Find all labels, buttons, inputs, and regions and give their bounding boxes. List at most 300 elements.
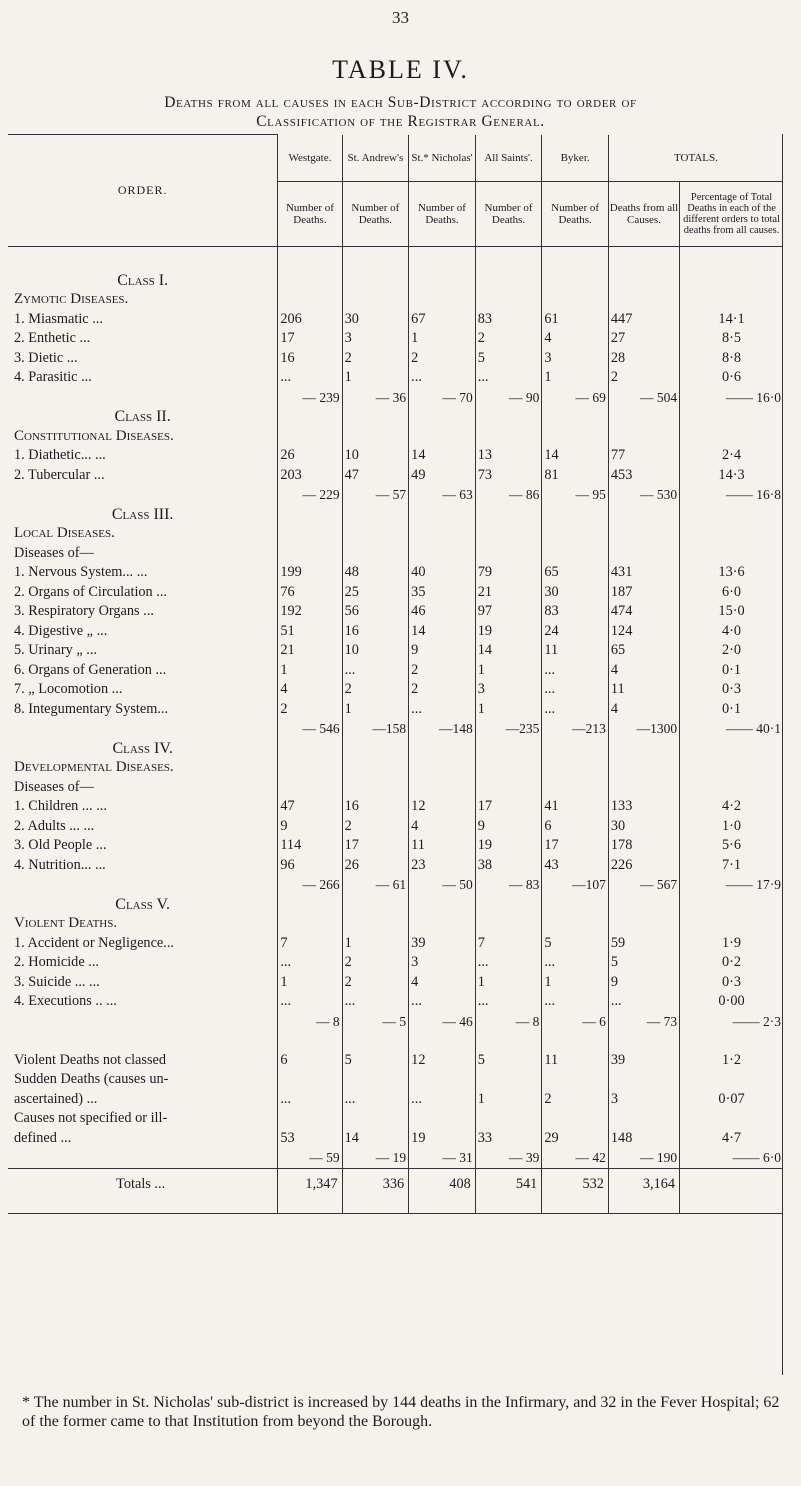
count-cell: 39	[608, 1051, 679, 1071]
row-label: 2. Organs of Circulation ...	[14, 583, 168, 600]
count-cell: ...	[278, 953, 342, 973]
count-cell: 41	[542, 797, 609, 817]
percentage-cell: 0·3	[680, 973, 783, 993]
count-cell: ...	[542, 953, 609, 973]
count-cell: 12	[409, 1051, 476, 1071]
count-cell: ...	[542, 661, 609, 681]
subtotal-cell: — 546	[278, 719, 342, 739]
subtotal-cell: — 86	[475, 485, 542, 505]
count-cell: 17	[475, 797, 542, 817]
empty-cell	[278, 1031, 342, 1051]
empty-cell	[278, 524, 342, 544]
subtotal-cell: —148	[409, 719, 476, 739]
count-cell: 2	[409, 349, 476, 369]
count-cell: 2	[342, 680, 409, 700]
count-cell: 148	[608, 1129, 679, 1149]
header-deaths-all-causes: Deaths from all Causes.	[608, 181, 679, 246]
subtotal-cell: — 95	[542, 485, 609, 505]
count-cell: 187	[608, 583, 679, 603]
empty-cell	[409, 407, 476, 427]
empty-cell	[542, 914, 609, 934]
empty-cell	[278, 1199, 342, 1214]
subtotal-cell: —1300	[608, 719, 679, 739]
total-cell	[680, 1168, 783, 1199]
count-cell: 33	[475, 1129, 542, 1149]
row-label: 3. Old People ...	[14, 837, 107, 853]
empty-cell	[608, 914, 679, 934]
count-cell	[608, 1070, 679, 1090]
empty-cell	[409, 1199, 476, 1214]
count-cell: ...	[542, 700, 609, 720]
row-label: ascertained) ...	[14, 1090, 98, 1107]
table-row	[8, 1090, 783, 1110]
table-row	[8, 1109, 783, 1129]
empty-cell	[542, 524, 609, 544]
count-cell: 192	[278, 602, 342, 622]
row-label: defined ...	[14, 1129, 72, 1146]
percentage-cell: 1·9	[680, 934, 783, 954]
count-cell: 2	[409, 661, 476, 681]
count-cell: 474	[608, 602, 679, 622]
spacer-cell	[342, 246, 409, 271]
count-cell: 19	[409, 1129, 476, 1149]
empty-cell	[278, 505, 342, 525]
class-title: Class V.	[115, 895, 171, 913]
empty-cell	[475, 778, 542, 798]
percentage-cell: 4·0	[680, 622, 783, 642]
subtotal-row	[8, 485, 783, 505]
count-cell: 29	[542, 1129, 609, 1149]
empty-cell	[475, 739, 542, 759]
class-subtitle: Zymotic Diseases.	[14, 291, 129, 307]
empty-cell	[680, 427, 783, 447]
class-title: Class IV.	[112, 739, 173, 757]
total-cell: 336	[342, 1168, 409, 1199]
row-label: 4. Executions .. ...	[14, 993, 117, 1009]
row-label: 1. Nervous System... ...	[14, 564, 148, 580]
empty-cell	[475, 895, 542, 915]
empty-cell	[542, 758, 609, 778]
count-cell: 17	[342, 836, 409, 856]
empty-cell	[8, 1012, 278, 1032]
percentage-cell: 14·3	[680, 466, 783, 486]
subtotal-row	[8, 1148, 783, 1168]
empty-cell	[409, 895, 476, 915]
count-cell: 10	[342, 641, 409, 661]
percentage-cell: 14·1	[680, 310, 783, 330]
subtotal-cell: — 61	[342, 875, 409, 895]
row-label: 4. Digestive „ ...	[14, 622, 108, 639]
count-cell: 59	[608, 934, 679, 954]
count-cell: 21	[278, 641, 342, 661]
subtotal-cell: —— 16·0	[680, 388, 783, 408]
percentage-cell: 7·1	[680, 856, 783, 876]
percentage-cell: 2·0	[680, 641, 783, 661]
total-cell: 3,164	[608, 1168, 679, 1199]
count-cell	[342, 1070, 409, 1090]
empty-cell	[409, 544, 476, 564]
table-title: TABLE IV.	[332, 55, 469, 84]
count-cell: 2	[342, 349, 409, 369]
row-label: Violent Deaths not classed	[14, 1051, 167, 1068]
total-cell: 408	[409, 1168, 476, 1199]
row-label: 1. Miasmatic ...	[14, 310, 103, 327]
count-cell: 1	[278, 973, 342, 993]
percentage-cell: 6·0	[680, 583, 783, 603]
count-cell: 65	[542, 563, 609, 583]
count-cell: 4	[608, 700, 679, 720]
subtotal-cell: —213	[542, 719, 609, 739]
count-cell: 5	[342, 1051, 409, 1071]
row-label: 3. Respiratory Organs ...	[14, 603, 154, 619]
count-cell: 16	[342, 797, 409, 817]
count-cell: 46	[409, 602, 476, 622]
count-cell: 1	[475, 661, 542, 681]
subtotal-row	[8, 875, 783, 895]
class-intro: Diseases of—	[14, 544, 94, 561]
table-row	[8, 1051, 783, 1071]
empty-cell	[342, 778, 409, 798]
empty-cell	[342, 914, 409, 934]
count-cell: ...	[542, 680, 609, 700]
count-cell: 3	[409, 953, 476, 973]
count-cell	[608, 1109, 679, 1129]
empty-cell	[608, 290, 679, 310]
empty-cell	[475, 524, 542, 544]
percentage-cell: 8·8	[680, 349, 783, 369]
count-cell: 9	[608, 973, 679, 993]
count-cell: 5	[608, 953, 679, 973]
count-cell	[475, 1070, 542, 1090]
empty-cell	[342, 407, 409, 427]
count-cell: 1	[475, 973, 542, 993]
count-cell: 2	[542, 1090, 609, 1110]
count-cell: 11	[542, 641, 609, 661]
subtotal-cell: —158	[342, 719, 409, 739]
count-cell: ...	[409, 1090, 476, 1110]
count-cell: 53	[278, 1129, 342, 1149]
empty-cell	[680, 271, 783, 291]
empty-cell	[680, 778, 783, 798]
table-bottom	[8, 1199, 783, 1214]
empty-cell	[342, 1031, 409, 1051]
row-label: 1. Children ... ...	[14, 798, 107, 814]
subtotal-cell: — 8	[278, 1012, 342, 1032]
count-cell: 9	[278, 817, 342, 837]
count-cell: ...	[278, 992, 342, 1012]
empty-cell	[409, 524, 476, 544]
class-subtitle: Developmental Diseases.	[14, 759, 174, 775]
count-cell: ...	[278, 1090, 342, 1110]
count-cell: ...	[342, 661, 409, 681]
count-cell: 431	[608, 563, 679, 583]
total-cell: 532	[542, 1168, 609, 1199]
subtotal-row	[8, 1012, 783, 1032]
empty-cell	[680, 739, 783, 759]
count-cell: 1	[409, 329, 476, 349]
count-cell: 4	[542, 329, 609, 349]
count-cell: 47	[278, 797, 342, 817]
table-row	[8, 310, 783, 330]
subtotal-cell: —— 16·8	[680, 485, 783, 505]
count-cell: 12	[409, 797, 476, 817]
count-cell: 14	[475, 641, 542, 661]
header-district-byker: Byker.	[542, 135, 609, 182]
empty-cell	[680, 290, 783, 310]
count-cell	[278, 1070, 342, 1090]
count-cell: 206	[278, 310, 342, 330]
count-cell: 65	[608, 641, 679, 661]
spacer-cell	[409, 246, 476, 271]
empty-cell	[475, 758, 542, 778]
count-cell: 124	[608, 622, 679, 642]
empty-cell	[342, 524, 409, 544]
header-order: ORDER.	[8, 135, 278, 247]
table-row	[8, 368, 783, 388]
empty-cell	[278, 739, 342, 759]
empty-cell	[680, 1199, 783, 1214]
empty-cell	[608, 1199, 679, 1214]
empty-cell	[608, 895, 679, 915]
count-cell: ...	[475, 368, 542, 388]
count-cell: 4	[608, 661, 679, 681]
subtotal-cell: —— 6·0	[680, 1148, 783, 1168]
empty-cell	[342, 505, 409, 525]
empty-cell	[409, 739, 476, 759]
count-cell: 30	[342, 310, 409, 330]
empty-cell	[278, 427, 342, 447]
count-cell: ...	[342, 1090, 409, 1110]
empty-cell	[475, 914, 542, 934]
count-cell: 17	[278, 329, 342, 349]
empty-cell	[608, 1031, 679, 1051]
count-cell: 3	[475, 680, 542, 700]
count-cell: 28	[608, 349, 679, 369]
table-row	[8, 641, 783, 661]
count-cell: 1	[475, 700, 542, 720]
subtotal-cell: — 266	[278, 875, 342, 895]
row-label: 4. Parasitic ...	[14, 369, 92, 385]
count-cell: 40	[409, 563, 476, 583]
empty-cell	[680, 758, 783, 778]
count-cell: 30	[542, 583, 609, 603]
empty-cell	[608, 271, 679, 291]
empty-cell	[8, 875, 278, 895]
count-cell: 5	[475, 1051, 542, 1071]
count-cell: 2	[342, 973, 409, 993]
count-cell: 16	[342, 622, 409, 642]
empty-cell	[680, 505, 783, 525]
count-cell: 43	[542, 856, 609, 876]
count-cell: 4	[409, 817, 476, 837]
count-cell: ...	[475, 953, 542, 973]
empty-cell	[542, 271, 609, 291]
class-title-row	[8, 739, 783, 759]
table-row	[8, 992, 783, 1012]
blank	[8, 1031, 278, 1051]
count-cell: 83	[475, 310, 542, 330]
class-intro-row	[8, 778, 783, 798]
empty-cell	[409, 758, 476, 778]
empty-cell	[278, 778, 342, 798]
count-cell: 19	[475, 622, 542, 642]
subtotal-row	[8, 719, 783, 739]
class-subtitle: Violent Deaths.	[14, 915, 118, 931]
spacer-cell	[608, 246, 679, 271]
table-right-border	[782, 134, 783, 1375]
header-number-of-deaths: Number of Deaths.	[278, 181, 342, 246]
page-number: 33	[392, 8, 409, 27]
empty-cell	[542, 778, 609, 798]
class-title-row	[8, 505, 783, 525]
class-title: Class III.	[111, 505, 174, 523]
empty-cell	[278, 895, 342, 915]
subtotal-cell: —— 2·3	[680, 1012, 783, 1032]
empty-cell	[8, 1199, 278, 1214]
empty-cell	[542, 1031, 609, 1051]
header-district-westgate: Westgate.	[278, 135, 342, 182]
table-header-end	[8, 246, 783, 271]
count-cell: 1	[342, 368, 409, 388]
percentage-cell: 5·6	[680, 836, 783, 856]
count-cell: 96	[278, 856, 342, 876]
empty-cell	[475, 1199, 542, 1214]
empty-cell	[475, 427, 542, 447]
subtotal-cell: — 42	[542, 1148, 609, 1168]
count-cell: 26	[278, 446, 342, 466]
empty-cell	[342, 1199, 409, 1214]
empty-cell	[278, 407, 342, 427]
count-cell: ...	[475, 992, 542, 1012]
footnote: * The number in St. Nicholas' sub-district is increased by 144 deaths in the Infirmary, and 32 in the Fever Hospital; 62 of the former came to that Institution from beyond the Borough.	[22, 1394, 780, 1430]
subtotal-cell: — 19	[342, 1148, 409, 1168]
subtotal-cell: — 504	[608, 388, 679, 408]
spacer-cell	[8, 246, 278, 271]
count-cell: 6	[542, 817, 609, 837]
empty-cell	[680, 524, 783, 544]
percentage-cell: 0·1	[680, 700, 783, 720]
header-district-st-nicholas: St.* Nicholas'	[409, 135, 476, 182]
count-cell: 4	[278, 680, 342, 700]
empty-cell	[8, 485, 278, 505]
spacer-cell	[680, 246, 783, 271]
count-cell: 39	[409, 934, 476, 954]
count-cell: 199	[278, 563, 342, 583]
percentage-cell	[680, 1070, 783, 1090]
count-cell: 67	[409, 310, 476, 330]
count-cell: 13	[475, 446, 542, 466]
count-cell: 56	[342, 602, 409, 622]
count-cell: 1	[342, 700, 409, 720]
row-label: Causes not specified or ill-	[14, 1110, 168, 1126]
count-cell: 1	[342, 934, 409, 954]
table-row	[8, 973, 783, 993]
percentage-cell: 15·0	[680, 602, 783, 622]
empty-cell	[409, 271, 476, 291]
count-cell: ...	[542, 992, 609, 1012]
empty-cell	[8, 388, 278, 408]
count-cell: 3	[342, 329, 409, 349]
class-subtitle-row	[8, 427, 783, 447]
count-cell: 30	[608, 817, 679, 837]
percentage-cell: 13·6	[680, 563, 783, 583]
row-label: 8. Integumentary System...	[14, 700, 169, 717]
count-cell: 25	[342, 583, 409, 603]
empty-cell	[680, 544, 783, 564]
count-cell: 453	[608, 466, 679, 486]
count-cell: 49	[409, 466, 476, 486]
count-cell: ...	[409, 368, 476, 388]
table-row	[8, 934, 783, 954]
header-number-of-deaths: Number of Deaths.	[409, 181, 476, 246]
count-cell: 11	[542, 1051, 609, 1071]
count-cell: 133	[608, 797, 679, 817]
count-cell: 2	[342, 953, 409, 973]
empty-cell	[409, 505, 476, 525]
table-subtitle	[0, 93, 801, 131]
subtotal-cell: — 39	[475, 1148, 542, 1168]
percentage-cell: 0·3	[680, 680, 783, 700]
count-cell: 203	[278, 466, 342, 486]
header-number-of-deaths: Number of Deaths.	[475, 181, 542, 246]
blank-row	[8, 1031, 783, 1051]
subtotal-cell: — 50	[409, 875, 476, 895]
count-cell	[342, 1109, 409, 1129]
row-label: 2. Tubercular ...	[14, 466, 105, 483]
count-cell: 24	[542, 622, 609, 642]
count-cell: 16	[278, 349, 342, 369]
count-cell: 47	[342, 466, 409, 486]
table-row	[8, 1129, 783, 1149]
empty-cell	[409, 1031, 476, 1051]
count-cell: 38	[475, 856, 542, 876]
count-cell: 26	[342, 856, 409, 876]
totals-row	[8, 1168, 783, 1199]
empty-cell	[409, 778, 476, 798]
table-row	[8, 953, 783, 973]
class-title: Class II.	[114, 408, 171, 425]
empty-cell	[342, 544, 409, 564]
count-cell: 178	[608, 836, 679, 856]
row-label: 2. Enthetic ...	[14, 330, 91, 346]
class-intro-row	[8, 544, 783, 564]
subtotal-cell: — 5	[342, 1012, 409, 1032]
percentage-cell: 0·1	[680, 661, 783, 681]
count-cell: ...	[409, 992, 476, 1012]
empty-cell	[608, 758, 679, 778]
empty-cell	[542, 505, 609, 525]
count-cell: ...	[608, 992, 679, 1012]
subtotal-cell: — 6	[542, 1012, 609, 1032]
count-cell: 11	[409, 836, 476, 856]
count-cell: 9	[409, 641, 476, 661]
count-cell: 5	[542, 934, 609, 954]
count-cell: 21	[475, 583, 542, 603]
count-cell	[278, 1109, 342, 1129]
empty-cell	[475, 290, 542, 310]
count-cell: 81	[542, 466, 609, 486]
table-row	[8, 1070, 783, 1090]
table-row	[8, 466, 783, 486]
spacer-cell	[542, 246, 609, 271]
empty-cell	[342, 758, 409, 778]
count-cell: 447	[608, 310, 679, 330]
row-label: Sudden Deaths (causes un-	[14, 1071, 169, 1087]
row-label: 2. Homicide ...	[14, 954, 99, 970]
percentage-cell: 1·2	[680, 1051, 783, 1071]
percentage-cell: 4·2	[680, 797, 783, 817]
empty-cell	[680, 1031, 783, 1051]
